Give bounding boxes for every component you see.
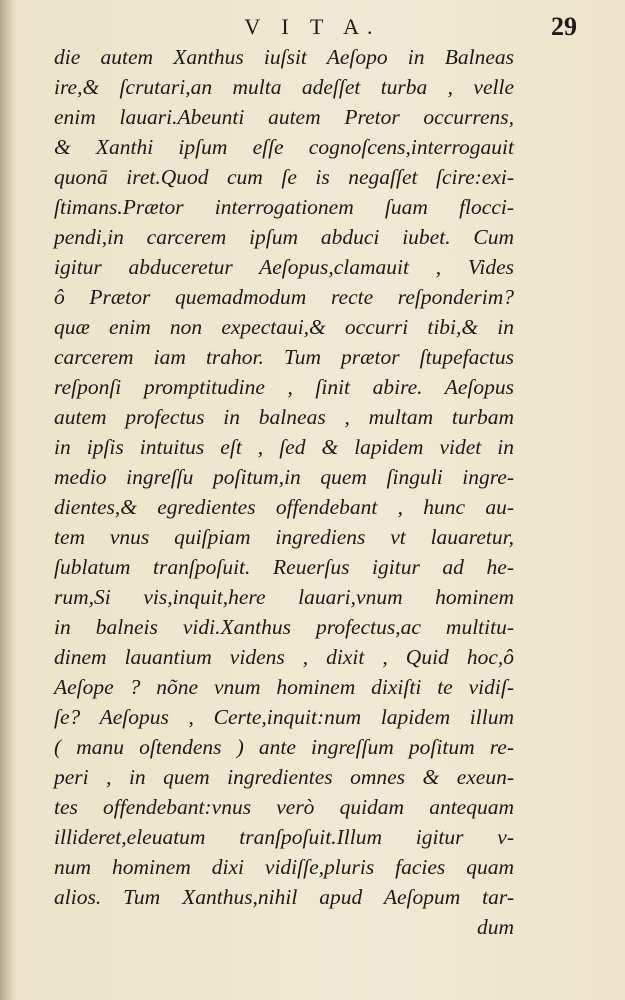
- gutter-shadow: [0, 0, 14, 1000]
- running-title: V I T A.: [244, 14, 381, 39]
- text-line: tem vnus quiſpiam ingrediens vt lauaretur,: [54, 525, 514, 549]
- text-line: ire,& ſcrutari,an multa adeſſet turba , velle: [54, 75, 514, 99]
- catchword: dum: [476, 915, 514, 939]
- text-line: alios. Tum Xanthus,nihil apud Aeſopum tar-: [54, 885, 514, 909]
- text-line: die autem Xanthus iuſsit Aeſopo in Balneas: [54, 45, 514, 69]
- body-text: [54, 42, 514, 942]
- text-line: medio ingreſſu poſitum,in quem ſinguli ingre-: [54, 465, 514, 489]
- text-line: reſponſi promptitudine , ſinit abire. Aeſopus: [54, 375, 514, 399]
- text-line: in ipſis intuitus eſt , ſed & lapidem videt in: [54, 435, 514, 459]
- text-line: & Xanthi ipſum eſſe cognoſcens,interrogauit: [54, 135, 514, 159]
- text-line: quæ enim non expectaui,& occurri tibi,& in: [54, 315, 514, 339]
- text-line: num hominem dixi vidiſſe,pluris facies quam: [54, 855, 514, 879]
- text-line: ô Prætor quemadmodum recte reſponderim?: [54, 285, 514, 309]
- text-line: tes offendebant:vnus verò quidam antequam: [54, 795, 514, 819]
- text-line: illideret,eleuatum tranſpoſuit.Illum igitur v-: [54, 825, 514, 849]
- text-line: in balneis vidi.Xanthus profectus,ac multitu-: [54, 615, 514, 639]
- text-line: enim lauari.Abeunti autem Pretor occurrens,: [54, 105, 514, 129]
- text-line: autem profectus in balneas , multam turbam: [54, 405, 514, 429]
- text-line: peri , in quem ingredientes omnes & exeun-: [54, 765, 514, 789]
- text-line: ( manu oſtendens ) ante ingreſſum poſitum re-: [54, 735, 514, 759]
- text-line: ſe? Aeſopus , Certe,inquit:num lapidem illum: [54, 705, 514, 729]
- text-line: pendi,in carcerem ipſum abduci iubet. Cum: [54, 225, 514, 249]
- page-number: 29: [551, 12, 577, 41]
- text-line: dientes,& egredientes offendebant , hunc au-: [54, 495, 514, 519]
- text-line: carcerem iam trahor. Tum prætor ſtupefactus: [54, 345, 514, 369]
- text-line: rum,Si vis,inquit,here lauari,vnum hominem: [54, 585, 514, 609]
- text-line: Aeſope ? nõne vnum hominem dixiſti te vidiſ-: [54, 675, 514, 699]
- text-line: quonā iret.Quod cum ſe is negaſſet ſcire:exi-: [54, 165, 514, 189]
- text-line: igitur abduceretur Aeſopus,clamauit , Vides: [54, 255, 514, 279]
- text-line: dinem lauantium videns , dixit , Quid hoc,ô: [54, 645, 514, 669]
- text-line: ſtimans.Prætor interrogationem ſuam flocci-: [54, 195, 514, 219]
- running-head: [0, 14, 625, 44]
- text-line: ſublatum tranſpoſuit. Reuerſus igitur ad he-: [54, 555, 514, 579]
